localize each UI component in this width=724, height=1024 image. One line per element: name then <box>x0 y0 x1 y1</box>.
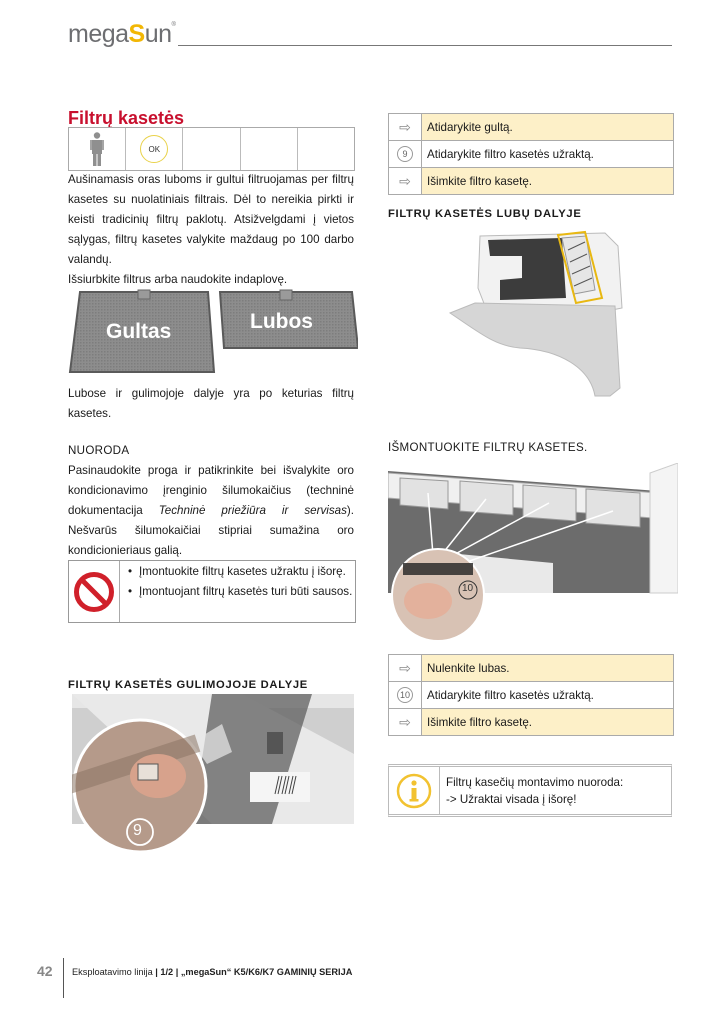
bed-cassette-photo <box>72 694 354 856</box>
step-number-cell <box>389 141 422 167</box>
section-heading-ceiling: FILTRŲ KASETĖS LUBŲ DALYJE <box>388 208 582 220</box>
intro-text: Aušinamasis oras luboms ir gultui filtruojamas per filtrų kasetes su nuolatiniais filtrais. Dėl to nereikia pirkti ir keisti tradicinių filtrų paklotų. Atsižvelgdami į vietos sąlygas, filtrų kasetes valykite maždaug po 100 darbo valandų. <box>68 173 354 266</box>
ceiling-cassettes-illustration <box>388 463 678 643</box>
arrow-icon: ⇨ <box>389 168 422 194</box>
ceiling-unit-illustration <box>440 228 630 403</box>
empty-cell <box>298 128 354 170</box>
step-number-cell <box>389 682 422 708</box>
step-text: Nulenkite lubas. <box>422 655 673 681</box>
circled-number-icon: 10 <box>397 687 413 703</box>
warning-box <box>68 560 356 623</box>
ok-cell <box>126 128 183 170</box>
doc-reference: Techninė priežiūra ir servisas <box>158 504 347 517</box>
step-row <box>389 682 673 709</box>
disassemble-heading: IŠMONTUOKITE FILTRŲ KASETES. <box>388 441 588 454</box>
info-icon <box>396 773 432 809</box>
empty-cell <box>183 128 240 170</box>
step-number-badge: 9 <box>133 822 142 839</box>
step-number-badge: 10 <box>462 583 474 594</box>
megasun-logo: megaSun® <box>68 20 176 48</box>
step-row <box>389 168 673 195</box>
page-title: Filtrų kasetės <box>68 108 185 128</box>
info-text <box>440 767 623 814</box>
header-rule <box>178 45 672 46</box>
gultas-label: Gultas <box>106 320 172 343</box>
arrow-icon: ⇨ <box>389 709 422 735</box>
intro-paragraph <box>68 170 354 290</box>
ceiling-diagram <box>440 228 630 403</box>
footer-series: | 1/2 | „megaSun“ K5/K6/K7 GAMINIŲ SERIJA <box>155 967 353 977</box>
step-text: Išimkite filtro kasetę. <box>422 709 673 735</box>
ceiling-steps-table <box>388 654 674 736</box>
step-text: Atidarykite filtro kasetės užraktą. <box>427 688 594 702</box>
info-line: Filtrų kasečių montavimo nuoroda: <box>446 776 624 789</box>
info-box <box>388 764 672 817</box>
step-text: Atidarykite gultą. <box>422 114 673 140</box>
lubos-label: Lubos <box>250 310 313 333</box>
info-line: -> Užraktai visada į išorę! <box>446 793 577 806</box>
person-cell <box>69 128 126 170</box>
arrow-icon: ⇨ <box>389 114 422 140</box>
filter-cassettes-image <box>68 288 358 376</box>
cleaning-text: Išsiurbkite filtrus arba naudokite indaplovę. <box>68 273 288 286</box>
person-icon <box>90 132 104 166</box>
warning-icon-cell <box>69 561 120 622</box>
arrow-icon: ⇨ <box>389 655 422 681</box>
warning-list <box>120 561 355 622</box>
cassette-count-paragraph: Lubose ir gulimojoje dalyje yra po keturias filtrų kasetes. <box>68 387 354 420</box>
disassemble-photo <box>388 463 678 643</box>
requirements-icon-table <box>68 127 355 171</box>
page-number: 42 <box>37 963 53 979</box>
footer-manual-name: Eksploatavimo linija <box>72 967 156 977</box>
step-row <box>389 141 673 168</box>
circled-number-icon: 9 <box>397 146 413 162</box>
section-heading-bed: FILTRŲ KASETĖS GULIMOJOJE DALYJE <box>68 679 308 691</box>
warning-item: • Įmontuojant filtrų kasetės turi būti sausos. <box>128 582 355 602</box>
step-row <box>389 655 673 682</box>
warning-item: • Įmontuokite filtrų kasetes užraktu į išorę. <box>128 562 355 582</box>
note-text-end: ). Nešvarūs šilumokaičiai stipriai sumažina oro kondicionieriaus galią. <box>68 504 354 557</box>
step-text: Išimkite filtro kasetę. <box>422 168 673 194</box>
empty-cell <box>241 128 298 170</box>
step-row <box>389 709 673 736</box>
note-paragraph <box>68 461 354 561</box>
step-text: Atidarykite filtro kasetės užraktą. <box>427 147 594 161</box>
step-row <box>389 114 673 141</box>
note-text: Pasinaudokite proga ir patikrinkite bei išvalykite oro kondicionavimo įrenginio šilumokaičius (techninė dokumentacija <box>68 464 354 517</box>
bed-steps-table <box>388 113 674 195</box>
note-heading: NUORODA <box>68 444 130 457</box>
prohibition-icon <box>73 571 115 613</box>
ok-icon: OK <box>140 135 168 163</box>
footer-text <box>72 967 352 977</box>
info-icon-cell <box>389 767 440 814</box>
footer-divider <box>63 958 64 998</box>
bed-cassette-photo-illustration <box>72 694 354 856</box>
